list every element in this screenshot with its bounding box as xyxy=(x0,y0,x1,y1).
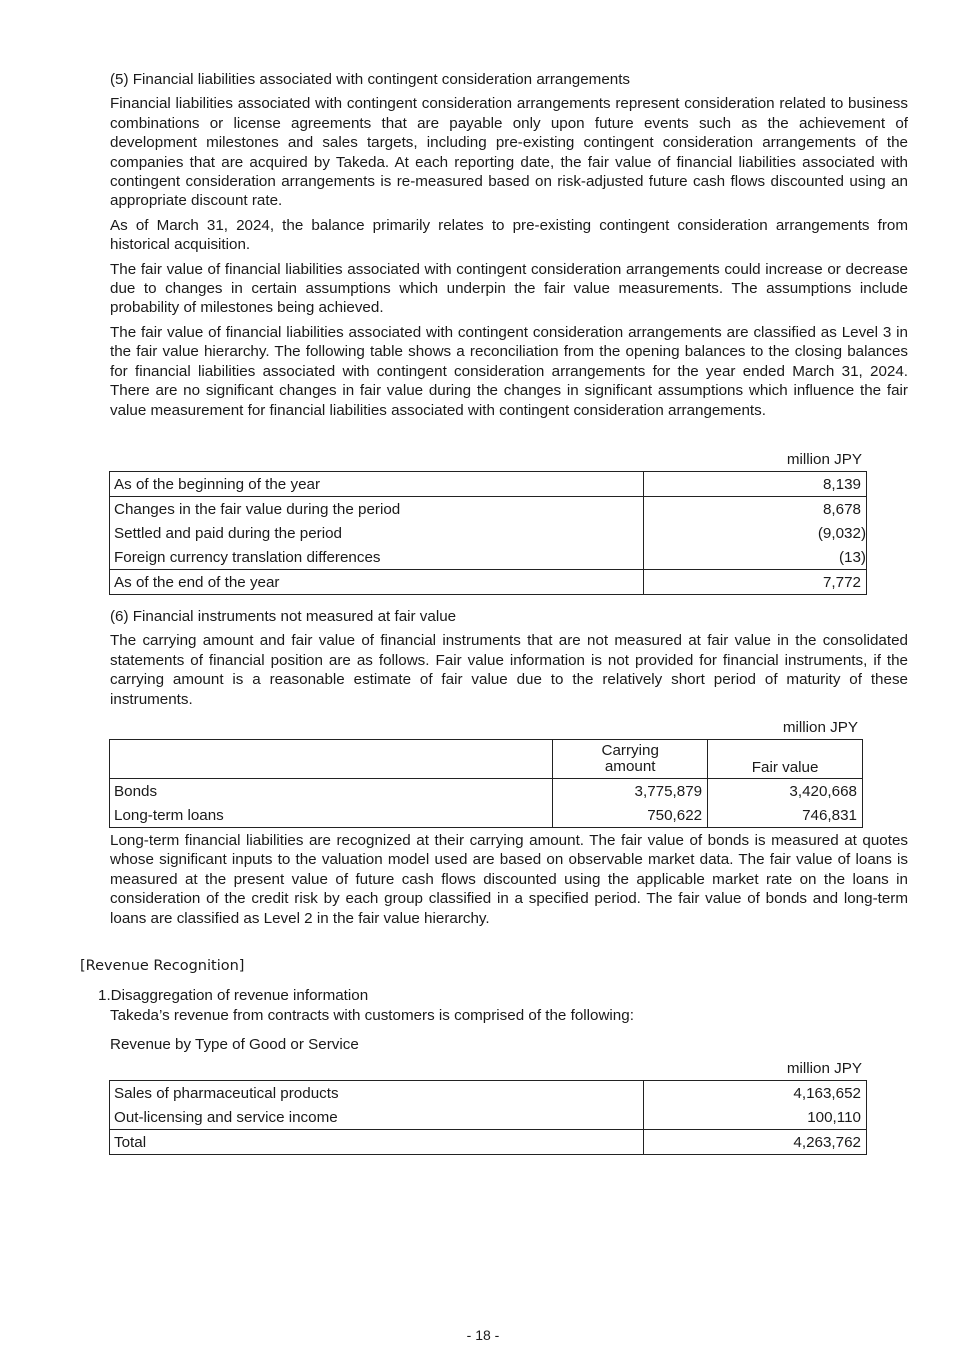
header-empty xyxy=(110,740,553,779)
row-value: 100,110 xyxy=(644,1105,867,1130)
section-5-paragraph-2: As of March 31, 2024, the balance primarily relates to pre-existing contingent consideration arrangements from historical acquisition. xyxy=(110,216,908,254)
page-number: - 18 - xyxy=(466,1327,500,1343)
item-heading: Disaggregation of revenue information xyxy=(110,987,369,1004)
section-6-heading: (6) Financial instruments not measured at fair value xyxy=(110,608,457,625)
row-label: Sales of pharmaceutical products xyxy=(110,1081,644,1106)
revenue-table-title: Revenue by Type of Good or Service xyxy=(110,1036,359,1053)
row-carrying: 750,622 xyxy=(553,803,708,828)
section-5-heading: (5) Financial liabilities associated with contingent consideration arrangements xyxy=(110,71,631,88)
row-label: As of the end of the year xyxy=(110,570,644,595)
table-row xyxy=(110,545,867,570)
table-row xyxy=(110,521,867,545)
table-unit-label: million JPY xyxy=(786,1060,862,1077)
row-label: Total xyxy=(110,1130,644,1155)
table-row xyxy=(110,779,863,804)
row-value: 8,139 xyxy=(644,472,867,497)
revenue-section-title: [Revenue Recognition] xyxy=(80,958,245,974)
row-label: Changes in the fair value during the period xyxy=(110,497,644,522)
table-header-row xyxy=(110,740,863,779)
revenue-item-heading xyxy=(98,986,368,1005)
row-value: 7,772 xyxy=(644,570,867,595)
table-unit-label: million JPY xyxy=(782,719,858,736)
row-label: Bonds xyxy=(110,779,553,804)
row-value: (9,032) xyxy=(644,521,867,545)
table-row xyxy=(110,803,863,828)
section-5-paragraph-3: The fair value of financial liabilities associated with contingent consideration arrangements could increase or decrease due to changes in certain assumptions which underpin the fair value measurements. The assumptions include probability of milestones being achieved. xyxy=(110,260,908,317)
row-label: Long-term loans xyxy=(110,803,553,828)
table-row xyxy=(110,497,867,522)
row-label: Foreign currency translation differences xyxy=(110,545,644,570)
financial-instruments-table xyxy=(109,739,863,828)
section-5-paragraph-1: Financial liabilities associated with contingent consideration arrangements represent consideration related to business combinations or license agreements that are payable only upon future events such as the achievement of development milestones and sales targets, including pre-existing contingent consideration arrangements of the companies that are acquired by Takeda. At each reporting date, the fair value of financial liabilities associated with contingent consideration arrangements is re-measured based on risk-adjusted future cash flows discounted using an appropriate discount rate. xyxy=(110,95,908,210)
header-carrying-line2: amount xyxy=(604,758,656,775)
section-5 xyxy=(110,70,908,420)
section-6-note xyxy=(110,831,908,928)
table-unit-label: million JPY xyxy=(786,451,862,468)
section-5-paragraph-4: The fair value of financial liabilities associated with contingent consideration arrangements are classified as Level 3 in the fair value hierarchy. The following table shows a reconciliation from the opening balances to the closing balances for financial liabilities associated with contingent consideration arrangements for the year ended March 31, 2024. There are no significant changes in fair value during the changes in significant assumptions which influence the fair value measurement for financial liabilities associated with contingent consideration arrangements. xyxy=(110,323,908,419)
header-carrying-amount xyxy=(553,740,708,779)
row-value: (13) xyxy=(644,545,867,570)
item-number: 1. xyxy=(98,987,111,1004)
table-row xyxy=(110,1130,867,1155)
table-row xyxy=(110,1105,867,1130)
table-row xyxy=(110,472,867,497)
row-fair: 746,831 xyxy=(708,803,863,828)
header-fair-value: Fair value xyxy=(708,740,863,779)
section-6 xyxy=(110,607,908,709)
section-6-note-paragraph: Long-term financial liabilities are recognized at their carrying amount. The fair value of bonds is measured at quotes whose significant inputs to the valuation model used are based on observable market data. The fair value of loans is measured at the present value of future cash flows discounted using the applicable market rate on the loans in consideration of the credit risk by each group classified in a specified period. The fair value of bonds and long-term loans are classified as Level 2 in the fair value hierarchy. xyxy=(110,832,908,927)
row-label: Settled and paid during the period xyxy=(110,521,644,545)
contingent-consideration-table xyxy=(109,471,867,595)
row-label: Out-licensing and service income xyxy=(110,1105,644,1130)
row-label: As of the beginning of the year xyxy=(110,472,644,497)
section-6-paragraph: The carrying amount and fair value of financial instruments that are not measured at fair value in the consolidated statements of financial position are as follows. Fair value information is not provided for financial instruments, if the carrying amount is a reasonable estimate of fair value due to the relatively short period of maturity of these instruments. xyxy=(110,632,908,708)
row-value: 4,263,762 xyxy=(644,1130,867,1155)
revenue-table xyxy=(109,1080,867,1155)
revenue-intro: Takeda’s revenue from contracts with customers is comprised of the following: xyxy=(110,1007,634,1024)
row-value: 8,678 xyxy=(644,497,867,522)
row-carrying: 3,775,879 xyxy=(553,779,708,804)
row-value: 4,163,652 xyxy=(644,1081,867,1106)
row-fair: 3,420,668 xyxy=(708,779,863,804)
table-row xyxy=(110,1081,867,1106)
table-row xyxy=(110,570,867,595)
header-carrying-line1: Carrying xyxy=(601,742,659,759)
